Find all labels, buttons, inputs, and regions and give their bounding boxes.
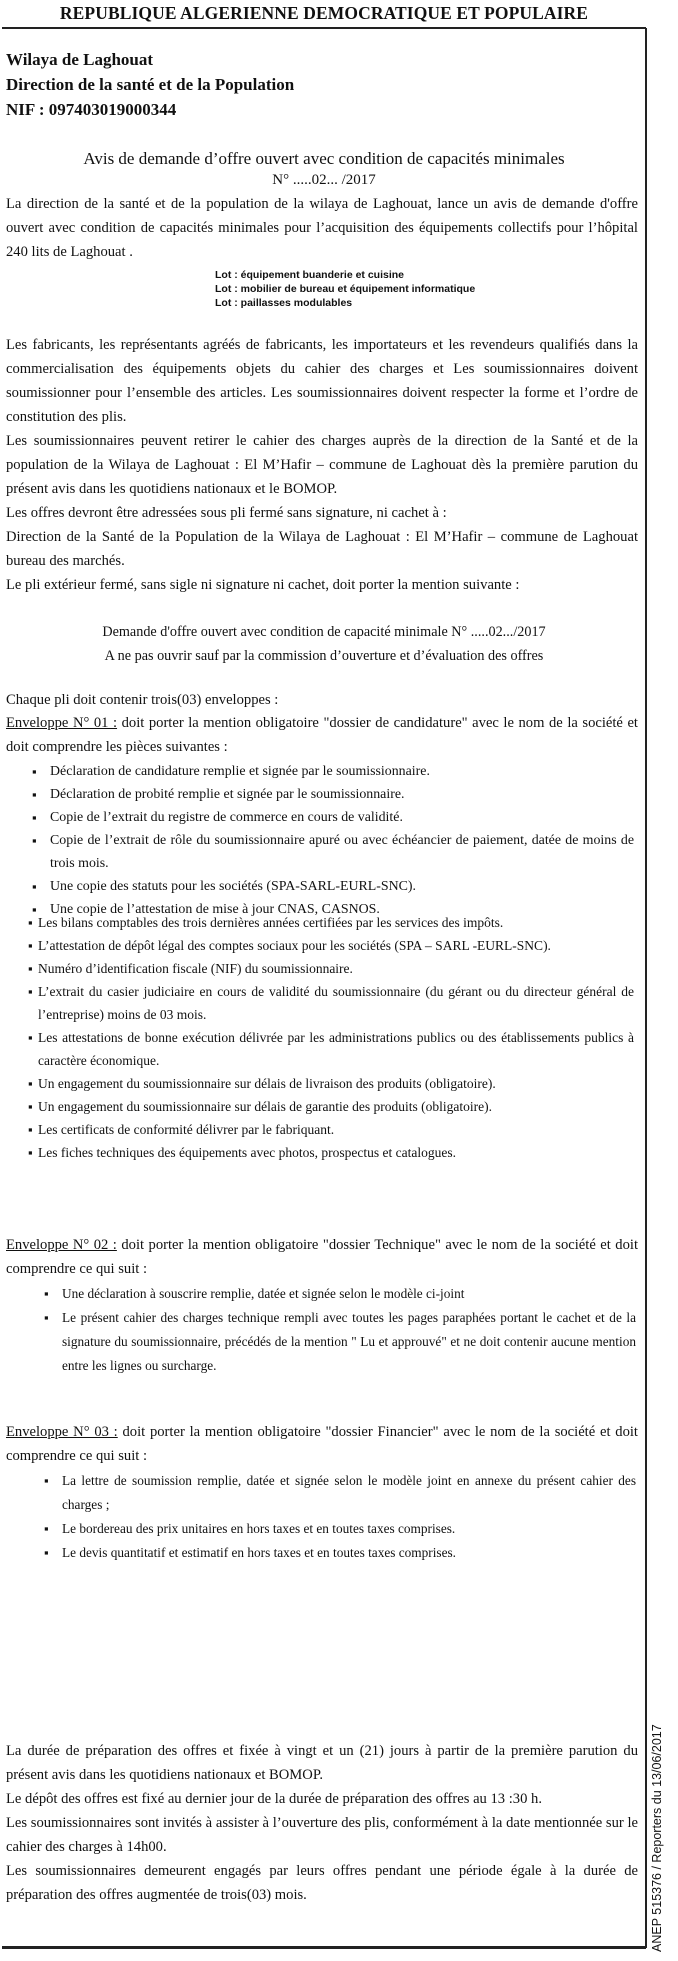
envelope-1-intro [6,711,638,759]
envelope-1-text: doit porter la mention obligatoire "dossier de candidature" avec le nom de la société et doit comprendre les pièces suivantes : [6,715,638,755]
notice-title: Avis de demande d’offre ouvert avec condition de capacités minimales [83,149,565,168]
intro-paragraph: La direction de la santé et de la population de la wilaya de Laghouat, lance un avis de demande d'offre ouvert avec condition de capacités minimales pour l’acquisition des équipements collectifs pour l’hôpital 240 lits de Laghouat . [6,196,638,260]
envelope-mention-paragraph: Le pli extérieur fermé, sans sigle ni signature ni cachet, doit porter la mention suivante : [6,577,520,593]
list-item: ▪ Copie de l’extrait du registre de commerce en cours de validité. [28,806,634,829]
list-item: ▪ Copie de l’extrait de rôle du soumissionnaire apuré ou avec échéancier de paiement, datée de moins de trois mois. [28,829,634,875]
list-item: ▪ Les bilans comptables des trois dernières années certifiées par les services des impôts. [28,911,634,934]
wilaya-line: Wilaya de Laghouat [6,50,154,69]
mention-line-1: Demande d'offre ouvert avec condition de capacité minimale N° .....02.../2017 [102,624,546,640]
list-item: ▪ Une copie des statuts pour les sociétés (SPA-SARL-EURL-SNC). [28,875,634,898]
mention-line-2: A ne pas ouvrir sauf par la commission d’ouverture et d’évaluation des offres [104,648,544,664]
list-item: ▪ Le devis quantitatif et estimatif en hors taxes et en toutes taxes comprises. [40,1541,636,1565]
deposit-deadline: Le dépôt des offres est fixé au dernier jour de la durée de préparation des offres au 13 :30 h. [6,1791,542,1807]
lot-item: Lot : paillasses modulables [215,297,353,309]
list-item: ▪ Les attestations de bonne exécution délivrée par les administrations publics ou des établissements publics à caractère économique. [28,1026,634,1072]
list-item: ▪ L’attestation de dépôt légal des comptes sociaux pour les sociétés (SPA – SARL -EURL-SNC). [28,934,634,957]
list-item: ▪ Déclaration de candidature remplie et signée par le soumissionnaire. [28,760,634,783]
envelope-1-list-cont [28,911,634,1164]
envelopes-count: Chaque pli doit contenir trois(03) enveloppes : [6,692,279,708]
list-item: ▪ Numéro d’identification fiscale (NIF) du soumissionnaire. [28,957,634,980]
envelope-1-label: Enveloppe N° 01 : [6,715,118,731]
withdrawal-paragraph: Les soumissionnaires peuvent retirer le cahier des charges auprès de la direction de la Santé et de la population de la Wilaya de Laghouat : El M’Hafir – commune de Laghouat dès la première parution du présent avis dans les quotidiens nationaux et le BOMOP. [6,433,638,497]
envelope-2-label: Enveloppe N° 02 : [6,1237,117,1253]
envelope-2-list [40,1282,636,1378]
envelope-3-label: Enveloppe N° 03 : [6,1424,118,1440]
opening-invitation: Les soumissionnaires sont invités à assister à l’ouverture des plis, conformément à la date mentionnée sur le cahier des charges à 14h00. [6,1815,638,1855]
list-item: ▪ Les certificats de conformité délivrer par le fabriquant. [28,1118,634,1141]
publication-reference: ANEP 515376 / Reporters du 13/06/2017 [650,1724,664,1952]
envelope-3-intro [6,1420,638,1468]
list-item: ▪ Une copie de l’attestation de mise à jour CNAS, CASNOS. [28,898,634,921]
list-item: ▪ Déclaration de probité remplie et signée par le soumissionnaire. [28,783,634,806]
republic-heading: REPUBLIQUE ALGERIENNE DEMOCRATIQUE ET POPULAIRE [59,3,589,23]
notice-number: N° .....02... /2017 [272,172,376,188]
list-item: ▪ L’extrait du casier judiciaire en cours de validité du soumissionnaire (du gérant ou du directeur général de l’entreprise) moins de 03 mois. [28,980,634,1026]
envelope-1-list [28,760,634,921]
envelope-2-text: doit porter la mention obligatoire "dossier Technique" avec le nom de la société et doit comprendre ce qui suit : [6,1237,638,1277]
direction-line: Direction de la santé et de la Population [6,75,295,94]
preparation-duration: La durée de préparation des offres et fixée à vingt et un (21) jours à partir de la première parution du présent avis dans les quotidiens nationaux et BOMOP. [6,1743,638,1783]
right-border [645,28,647,1948]
list-item: ▪ Le bordereau des prix unitaires en hors taxes et en toutes taxes comprises. [40,1517,636,1541]
eligibility-paragraph: Les fabricants, les représentants agréés de fabricants, les importateurs et les revendeurs qualifiés dans la commercialisation des équipements objets du cahier des charges et Les soumissionnaires doivent soumissionner pour l’ensemble des articles. Les soumissionnaires doivent respecter la forme et l’ordre de constitution des plis. [6,337,638,425]
address-paragraph: Direction de la Santé de la Population de la Wilaya de Laghouat : El M’Hafir – commune de Laghouat bureau des marchés. [6,529,638,569]
submission-paragraph: Les offres devront être adressées sous pli fermé sans signature, ni cachet à : [6,505,447,521]
lot-item: Lot : équipement buanderie et cuisine [215,269,405,281]
list-item: ▪ Les fiches techniques des équipements avec photos, prospectus et catalogues. [28,1141,634,1164]
top-rule [2,27,646,29]
list-item: ▪ La lettre de soumission remplie, datée et signée selon le modèle joint en annexe du présent cahier des charges ; [40,1469,636,1517]
lots-list [215,268,475,310]
list-item: ▪ Un engagement du soumissionnaire sur délais de livraison des produits (obligatoire). [28,1072,634,1095]
envelope-3-text: doit porter la mention obligatoire "dossier Financier" avec le nom de la société et doit comprendre ce qui suit : [6,1424,638,1464]
envelope-2-intro [6,1233,638,1281]
list-item: ▪ Un engagement du soumissionnaire sur délais de garantie des produits (obligatoire). [28,1095,634,1118]
list-item: ▪ Une déclaration à souscrire remplie, datée et signée selon le modèle ci-joint [40,1282,636,1306]
nif-line: NIF : 097403019000344 [6,100,177,119]
lot-item: Lot : mobilier de bureau et équipement informatique [215,283,476,295]
offer-validity: Les soumissionnaires demeurent engagés par leurs offres pendant une période égale à la durée de préparation des offres augmentée de trois(03) mois. [6,1863,638,1903]
envelope-3-list [40,1469,636,1565]
list-item: ▪ Le présent cahier des charges technique rempli avec toutes les pages paraphées portant le cachet et de la signature du soumissionnaire, précédés de la mention " Lu et approuvé" et ne doit contenir aucune mention entre les lignes ou surcharge. [40,1306,636,1378]
bottom-rule [2,1946,646,1949]
